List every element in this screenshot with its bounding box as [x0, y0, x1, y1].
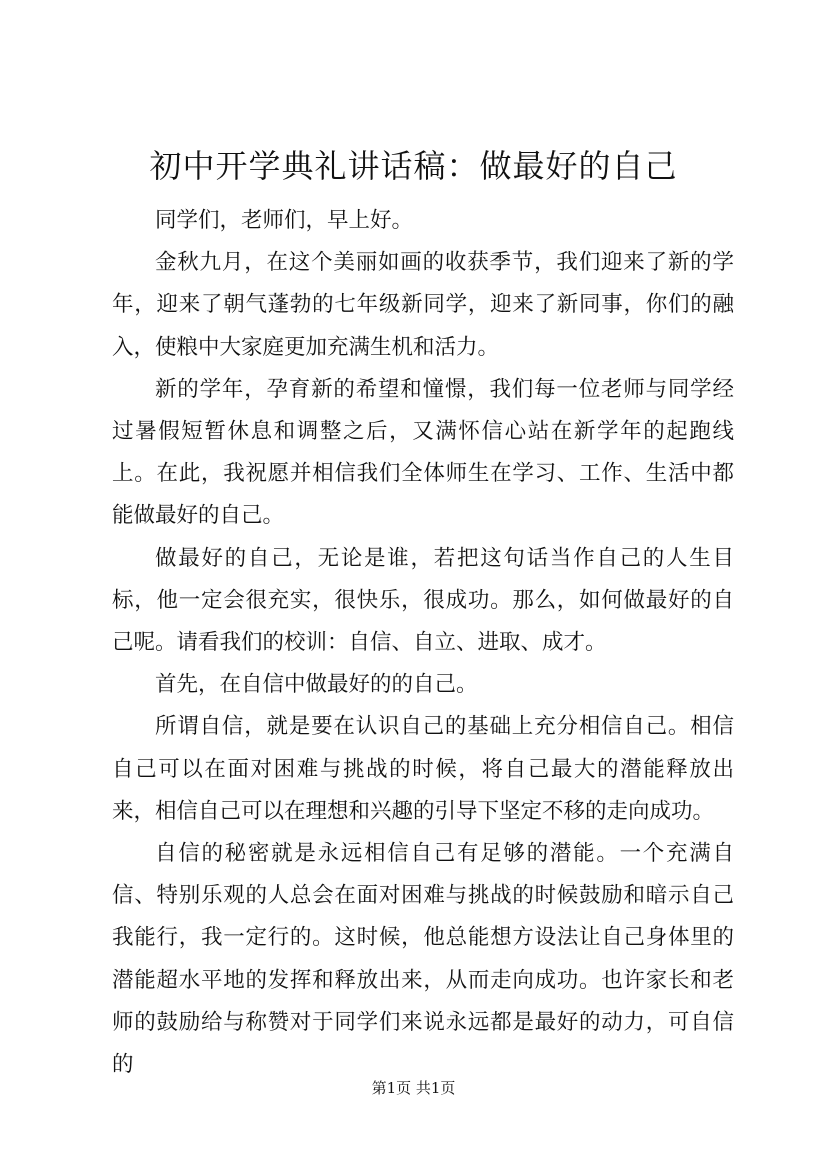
- paragraph-confidence-definition: 所谓自信，就是要在认识自己的基础上充分相信自己。相信自己可以在面对困难与挑战的时候，将自己最大的潜能释放出来，相信自己可以在理想和兴趣的引导下坚定不移的走向成功。: [112, 714, 734, 824]
- paragraph-new-year: 新的学年，孕育新的希望和憧憬，我们每一位老师与同学经过暑假短暂休息和调整之后，又满怀信心站在新学年的起跑线上。在此，我祝愿并相信我们全体师生在学习、工作、生活中都能做最好的自己。: [112, 376, 734, 529]
- paragraph-greeting: 同学们，老师们，早上好。: [155, 208, 414, 233]
- paragraph-opening: 金秋九月，在这个美丽如画的收获季节，我们迎来了新的学年，迎来了朝气蓬勃的七年级新同学，迎来了新同事，你们的融入，使粮中大家庭更加充满生机和活力。: [112, 250, 734, 360]
- paragraph-best-self: 做最好的自己，无论是谁，若把这句话当作自己的人生目标，他一定会很充实，很快乐，很成功。那么，如何做最好的自己呢。请看我们的校训：自信、自立、进取、成才。: [112, 545, 734, 656]
- page-footer: 第1页 共1页: [371, 1079, 456, 1097]
- document-title: 初中开学典礼讲话稿：做最好的自己: [149, 147, 678, 185]
- paragraph-first-point: 首先，在自信中做最好的的自己。: [155, 672, 478, 698]
- document-body: [112, 200, 734, 1086]
- paragraph-confidence-secret: 自信的秘密就是永远相信自己有足够的潜能。一个充满自信、特别乐观的人总会在面对困难与挑战的时候鼓励和暗示自己我能行，我一定行的。这时候，他总能想方设法让自己身体里的潜能超水平地的发挥和释放出来，从而走向成功。也许家长和老师的鼓励给与称赞对于同学们来说永远都是最好的动力，可自信的: [112, 841, 734, 1078]
